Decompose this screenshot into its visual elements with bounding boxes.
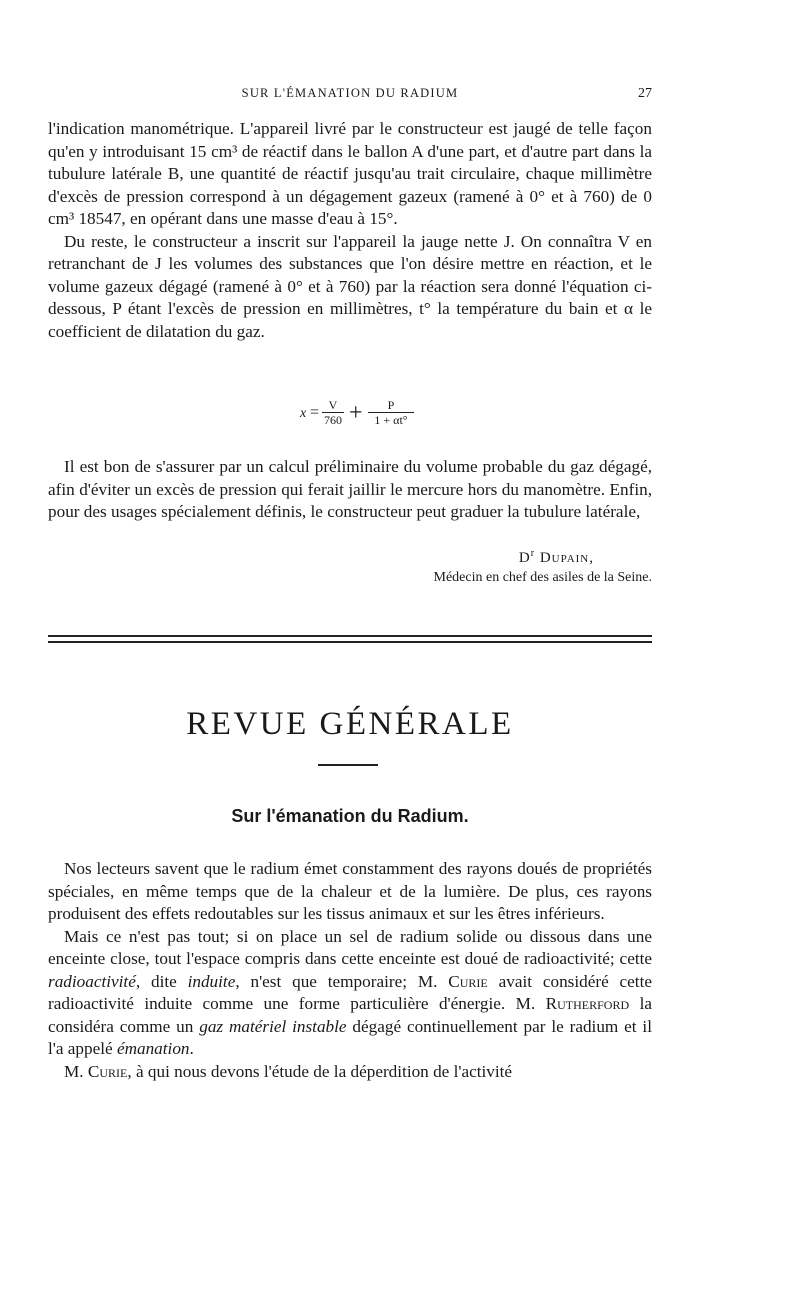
text-run-italic: émanation (116, 1039, 190, 1058)
signature-title-sup: r (530, 548, 536, 559)
text-run: Mais ce n'est pas tout; si on place un sel de radium solide ou dissous dans une enceinte close, tout l'espace compris dans cette enceinte est doué de radioactivité; cette (48, 926, 652, 968)
fraction-denominator: 760 (324, 413, 342, 427)
article-title: Sur l'émanation du Radium. (231, 806, 469, 826)
name-curie: Curie (87, 1061, 128, 1081)
page-number: 27 (638, 86, 652, 101)
name-rutherford: Rutherford (545, 994, 630, 1013)
name-curie: Curie (448, 971, 488, 991)
signature-role: Médecin en chef des asiles de la Seine. (433, 570, 652, 585)
text-run: la considéra comme un (48, 994, 652, 1036)
fraction-v-760 (322, 398, 344, 428)
formula-plus: + (349, 400, 363, 426)
paragraph-gauge: l'indication manométrique. L'appareil livré par le constructeur est jaugé de telle façon qu'en y introduisant 15 cm³ de réactif dans le ballon A d'une part, et d'autre part dans la tubulure latérale B, une quantité de réactif jusqu'au trait circulaire, chaque millimètre d'excès de pression correspond à un dégagement gazeux (ramené à 0° et à 760) de 0 cm³ 18547, en opérant dans une masse d'eau à 15°. (48, 119, 652, 228)
signature-surname: Dupain, (539, 550, 594, 566)
fraction-denominator: 1 + αt° (374, 413, 408, 427)
text-run: M. (64, 1061, 88, 1081)
text-run: , dite (135, 971, 188, 991)
article-body (48, 858, 652, 1083)
fraction-numerator: V (322, 398, 344, 413)
text-run: dégagé continuellement par le radium et il l'a appelé (48, 1016, 652, 1058)
paragraph-induced-radioactivity (48, 926, 652, 1061)
text-run: . (189, 1039, 194, 1058)
text-run-italic: radioactivité (48, 971, 136, 991)
fraction-p-expansion (368, 398, 414, 428)
running-title: SUR L'ÉMANATION DU RADIUM (241, 86, 459, 100)
text-run: avait considéré cette radioactivité induite comme une forme particulière d'énergie. M. (48, 971, 652, 1013)
paragraph-preliminary-calc: Il est bon de s'assurer par un calcul préliminaire du volume probable du gaz dégagé, afin d'éviter un excès de pression qui ferait jaillir le mercure hors du manomètre. Enfin, pour des usages spécialement définis, le constructeur peut graduer la tubulure latérale, (48, 457, 652, 521)
text-run: , n'est que temporaire; M. (235, 971, 449, 991)
signature-title: D (518, 550, 531, 566)
section-heading: REVUE GÉNÉRALE (186, 706, 514, 742)
signature-name (48, 548, 652, 570)
signature (48, 548, 652, 586)
paragraph-rays: Nos lecteurs savent que le radium émet constamment des rayons doués de propriétés spéciales, en même temps que de la chaleur et de la lumière. De plus, ces rayons produisent des effets redoutables sur les tissus animaux et sur les êtres inférieurs. (48, 859, 652, 923)
short-rule (318, 764, 378, 766)
running-head (48, 86, 652, 106)
paragraph-curie-activity (48, 1061, 652, 1084)
text-run: , à qui nous devons l'étude de la déperdition de l'activité (127, 1061, 513, 1081)
text-run-italic: induite (187, 971, 236, 991)
fraction-numerator: P (368, 398, 414, 413)
paragraph-jauge-nette: Du reste, le constructeur a inscrit sur l'appareil la jauge nette J. On connaîtra V en retranchant de J les volumes des substances que l'on désire mettre en réaction, et le volume gazeux dégagé (ramené à 0° et à 760) par la réaction sera donné l'équation ci-dessous, P étant l'excès de pression en millimètres, t° la température du bain et α le coefficient de dilatation du gaz. (48, 231, 652, 341)
formula-equals: = (310, 404, 320, 421)
volume-formula (48, 394, 652, 434)
text-run-italic: gaz matériel instable (199, 1016, 347, 1036)
double-rule-divider (48, 635, 652, 647)
after-formula-text (48, 456, 652, 524)
formula-lhs: x (300, 406, 307, 421)
top-text (48, 118, 652, 343)
